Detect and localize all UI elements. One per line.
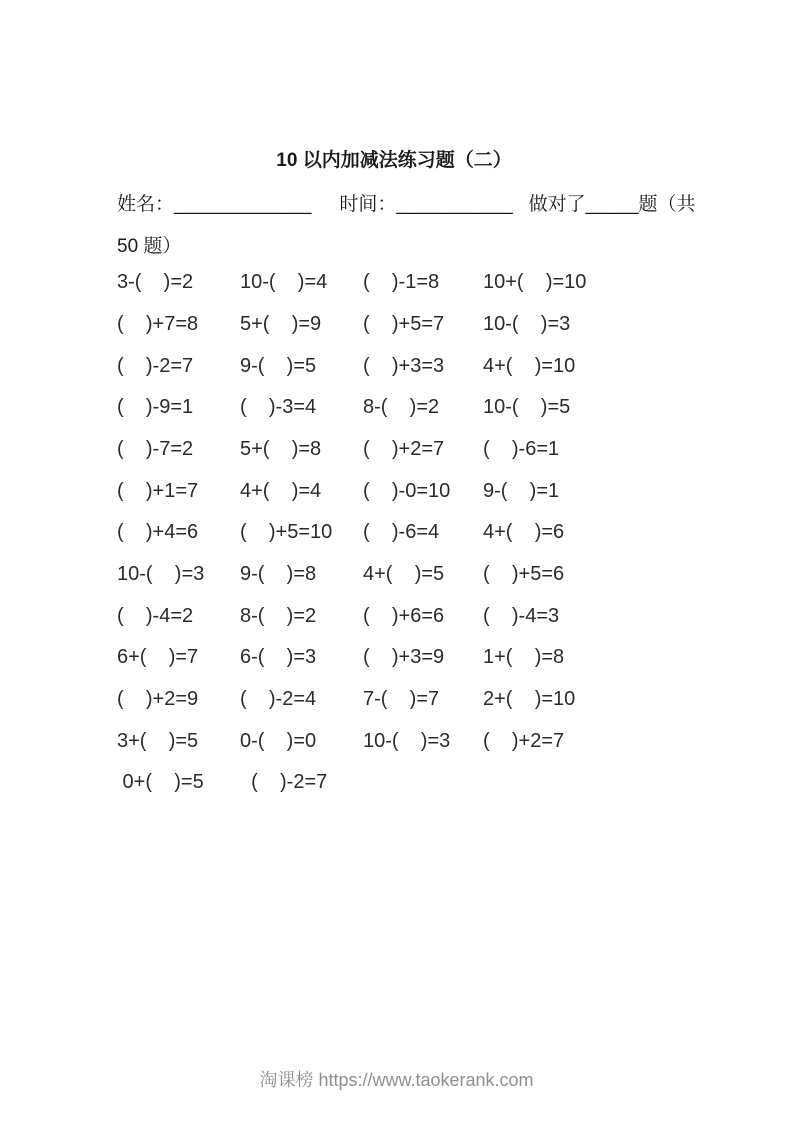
problem-row — [117, 679, 773, 721]
problem-cell: ( )-2=7 — [240, 771, 328, 794]
total-count-line: 50 题） — [117, 236, 182, 257]
info-line — [117, 189, 696, 216]
problem-cell: ( )+4=6 — [117, 521, 199, 544]
problem-cell: 10-( )=3 — [483, 312, 571, 335]
problem-cell: 3+( )=5 — [117, 729, 199, 752]
problem-cell: 0+( )=5 — [117, 771, 204, 794]
problem-row — [117, 720, 773, 762]
problem-cell: ( )-2=4 — [240, 687, 317, 710]
problem-row — [117, 345, 773, 387]
worksheet-title: 10 以内加减法练习题（二） — [276, 150, 512, 171]
problem-cell: 0-( )=0 — [240, 729, 317, 752]
problem-cell: ( )+2=7 — [363, 437, 445, 460]
problem-cell: ( )-6=1 — [483, 437, 560, 460]
problem-cell: 2+( )=10 — [483, 687, 576, 710]
problem-cell: 9-( )=8 — [240, 562, 317, 585]
problem-cell: 10-( )=5 — [483, 396, 571, 419]
problem-cell: ( )+3=3 — [363, 354, 445, 377]
problem-cell: ( )-2=7 — [117, 354, 194, 377]
problem-cell: 4+( )=6 — [483, 521, 565, 544]
problem-row — [117, 595, 773, 637]
problem-cell: ( )+3=9 — [363, 646, 445, 669]
problem-row — [117, 762, 773, 804]
problem-row — [117, 262, 773, 304]
problem-cell: ( )+2=7 — [483, 729, 565, 752]
name-label: 姓名： — [117, 194, 175, 215]
name-blank-line: _____________ — [174, 194, 312, 215]
problem-cell: 1+( )=8 — [483, 646, 565, 669]
time-label: 时间： — [339, 194, 397, 215]
problem-cell: 5+( )=8 — [240, 437, 322, 460]
problem-cell: ( )-6=4 — [363, 521, 440, 544]
problems-grid — [117, 262, 773, 804]
problem-cell: 3-( )=2 — [117, 271, 194, 294]
problem-cell: 5+( )=9 — [240, 312, 322, 335]
problem-cell: ( )-4=2 — [117, 604, 194, 627]
problem-cell: 9-( )=1 — [483, 479, 560, 502]
problem-cell: 6+( )=7 — [117, 646, 199, 669]
problem-row — [117, 304, 773, 346]
problem-cell: 8-( )=2 — [363, 396, 440, 419]
problem-cell: 10+( )=10 — [483, 271, 587, 294]
problem-row — [117, 512, 773, 554]
time-blank-line: ___________ — [396, 194, 513, 215]
problem-cell: ( )+7=8 — [117, 312, 199, 335]
score-blank-line: _____ — [585, 194, 639, 215]
problem-cell: ( )+5=6 — [483, 562, 565, 585]
problem-cell: ( )+5=10 — [240, 521, 333, 544]
problem-cell: 10-( )=3 — [117, 562, 205, 585]
footer-watermark — [0, 1067, 793, 1093]
score-suffix: 题（共 — [638, 194, 696, 215]
problem-cell: 7-( )=7 — [363, 687, 440, 710]
problem-row — [117, 387, 773, 429]
problem-cell: 4+( )=5 — [363, 562, 445, 585]
problem-cell: 10-( )=3 — [363, 729, 451, 752]
problem-cell: ( )-3=4 — [240, 396, 317, 419]
problem-cell: 4+( )=4 — [240, 479, 322, 502]
problem-cell: ( )+1=7 — [117, 479, 199, 502]
problem-row — [117, 470, 773, 512]
problem-cell: ( )-7=2 — [117, 437, 194, 460]
problem-cell: ( )+6=6 — [363, 604, 445, 627]
problem-row — [117, 554, 773, 596]
problem-row — [117, 637, 773, 679]
problem-cell: 4+( )=10 — [483, 354, 576, 377]
problem-cell: ( )+2=9 — [117, 687, 199, 710]
problem-cell: ( )+5=7 — [363, 312, 445, 335]
score-label: 做对了 — [528, 194, 586, 215]
problem-cell: ( )-4=3 — [483, 604, 560, 627]
problem-cell: 6-( )=3 — [240, 646, 317, 669]
problem-cell: ( )-1=8 — [363, 271, 440, 294]
problem-cell: ( )-9=1 — [117, 396, 194, 419]
footer-site-text: 淘课榜 https://www.taokerank.com — [259, 1070, 534, 1090]
problem-cell: 8-( )=2 — [240, 604, 317, 627]
problem-cell: 10-( )=4 — [240, 271, 328, 294]
problem-cell: 9-( )=5 — [240, 354, 317, 377]
problem-cell: ( )-0=10 — [363, 479, 451, 502]
problem-row — [117, 429, 773, 471]
